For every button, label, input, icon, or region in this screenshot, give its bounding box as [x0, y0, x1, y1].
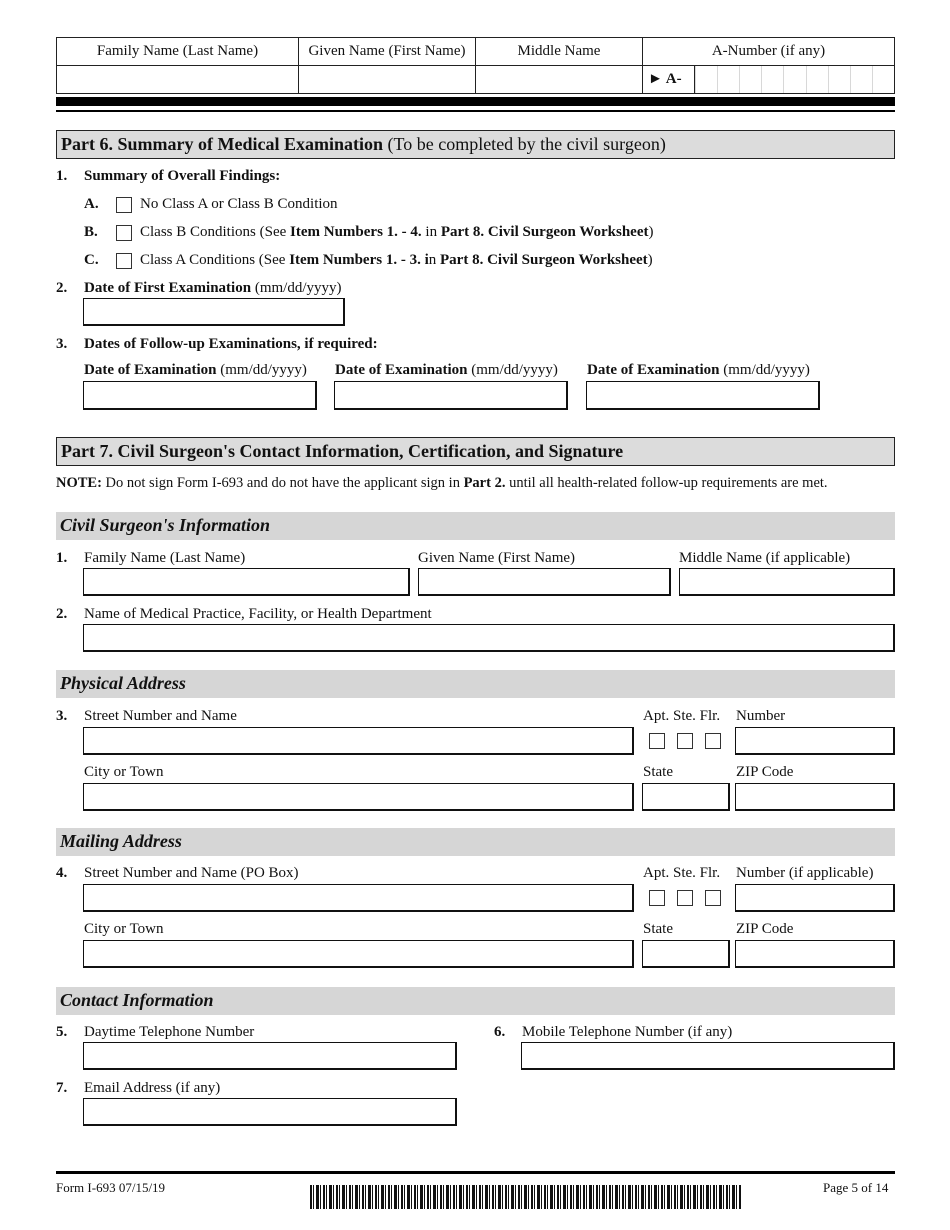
mailing-state-label: State: [643, 921, 673, 937]
mailing-zip-field[interactable]: [735, 940, 895, 968]
surgeon-first-name-field[interactable]: [418, 568, 671, 596]
header-middle-name: Middle Name: [476, 38, 643, 66]
part6-subtitle: (To be completed by the civil surgeon): [382, 134, 666, 154]
no-class-a-b-label: No Class A or Class B Condition: [140, 196, 338, 212]
item-number: 3.: [56, 336, 68, 352]
mobile-phone-label: Mobile Telephone Number (if any): [522, 1024, 733, 1040]
mailing-zip-label: ZIP Code: [736, 921, 794, 937]
item-number: 5.: [56, 1024, 68, 1040]
item-number: 1.: [56, 168, 68, 184]
surgeon-middle-name-label: Middle Name (if applicable): [679, 550, 851, 566]
followup-date-label-3: Date of Examination (mm/dd/yyyy): [587, 362, 810, 378]
email-label: Email Address (if any): [84, 1080, 221, 1096]
physical-zip-label: ZIP Code: [736, 764, 794, 780]
surgeon-first-name-label: Given Name (First Name): [418, 550, 576, 566]
surgeon-last-name-field[interactable]: [83, 568, 410, 596]
physical-number-field[interactable]: [735, 727, 895, 755]
medical-practice-field[interactable]: [83, 624, 895, 652]
mailing-flr-checkbox[interactable]: [705, 890, 721, 906]
civil-surgeon-info-section: Civil Surgeon's Information: [56, 512, 895, 540]
first-exam-date-field[interactable]: [83, 298, 345, 326]
applicant-middle-name-field[interactable]: [476, 66, 643, 94]
medical-practice-label: Name of Medical Practice, Facility, or Health Department: [84, 606, 432, 622]
class-a-label: Class A Conditions (See Item Numbers 1. - 3. in Part 8. Civil Surgeon Worksheet): [140, 252, 653, 268]
physical-city-field[interactable]: [83, 783, 634, 811]
physical-ste-checkbox[interactable]: [677, 733, 693, 749]
part6-header: [56, 130, 895, 159]
mailing-ste-checkbox[interactable]: [677, 890, 693, 906]
physical-zip-field[interactable]: [735, 783, 895, 811]
mailing-number-label: Number (if applicable): [736, 865, 874, 881]
applicant-a-number-field[interactable]: [643, 66, 895, 94]
followup-exams-label: Dates of Follow-up Examinations, if required:: [84, 336, 378, 352]
physical-city-label: City or Town: [84, 764, 164, 780]
physical-street-field[interactable]: [83, 727, 634, 755]
physical-flr-checkbox[interactable]: [705, 733, 721, 749]
footer-rule: [56, 1171, 895, 1174]
option-letter: A.: [84, 196, 99, 212]
daytime-phone-field[interactable]: [83, 1042, 457, 1070]
physical-street-label: Street Number and Name: [84, 708, 237, 724]
followup-date-field-1[interactable]: [83, 381, 317, 410]
item-number: 3.: [56, 708, 68, 724]
overall-findings-label: Summary of Overall Findings:: [84, 168, 281, 184]
applicant-header-table: [56, 37, 895, 94]
form-id: Form I-693 07/15/19: [56, 1180, 166, 1195]
physical-state-label: State: [643, 764, 673, 780]
followup-date-label-1: Date of Examination (mm/dd/yyyy): [84, 362, 307, 378]
followup-date-label-2: Date of Examination (mm/dd/yyyy): [335, 362, 558, 378]
physical-state-field[interactable]: [642, 783, 730, 811]
signature-note: NOTE: Do not sign Form I-693 and do not have the applicant sign in Part 2. until all health-related follow-up requirements are met.: [56, 475, 828, 491]
header-first-name: Given Name (First Name): [299, 38, 476, 66]
mailing-state-field[interactable]: [642, 940, 730, 968]
item-number: 2.: [56, 280, 68, 296]
physical-apt-label: Apt. Ste. Flr.: [643, 708, 721, 724]
mailing-street-label: Street Number and Name (PO Box): [84, 865, 299, 881]
class-b-checkbox[interactable]: [116, 225, 132, 241]
followup-date-field-3[interactable]: [586, 381, 820, 410]
mobile-phone-field[interactable]: [521, 1042, 895, 1070]
physical-address-section: Physical Address: [56, 670, 895, 698]
barcode: [310, 1185, 742, 1209]
surgeon-middle-name-field[interactable]: [679, 568, 895, 596]
mailing-apt-label: Apt. Ste. Flr.: [643, 865, 721, 881]
surgeon-last-name-label: Family Name (Last Name): [84, 550, 246, 566]
a-number-prefix: ► A-: [643, 66, 695, 93]
header-a-number: A-Number (if any): [643, 38, 895, 66]
contact-info-section: Contact Information: [56, 987, 895, 1015]
header-divider-thin: [56, 110, 895, 112]
page-number: Page 5 of 14: [823, 1180, 889, 1195]
mailing-city-field[interactable]: [83, 940, 634, 968]
applicant-last-name-field[interactable]: [57, 66, 299, 94]
a-number-digit-cells[interactable]: [695, 66, 894, 93]
option-letter: C.: [84, 252, 99, 268]
mailing-street-field[interactable]: [83, 884, 634, 912]
header-divider-thick: [56, 97, 895, 106]
class-a-checkbox[interactable]: [116, 253, 132, 269]
email-field[interactable]: [83, 1098, 457, 1126]
part7-header: Part 7. Civil Surgeon's Contact Information, Certification, and Signature: [56, 437, 895, 466]
physical-number-label: Number: [736, 708, 786, 724]
item-number: 2.: [56, 606, 68, 622]
mailing-apt-checkbox[interactable]: [649, 890, 665, 906]
item-number: 4.: [56, 865, 68, 881]
first-exam-date-label: Date of First Examination (mm/dd/yyyy): [84, 280, 342, 296]
item-number: 1.: [56, 550, 68, 566]
applicant-first-name-field[interactable]: [299, 66, 476, 94]
daytime-phone-label: Daytime Telephone Number: [84, 1024, 255, 1040]
item-number: 7.: [56, 1080, 68, 1096]
physical-apt-checkbox[interactable]: [649, 733, 665, 749]
item-number: 6.: [494, 1024, 506, 1040]
no-class-a-b-checkbox[interactable]: [116, 197, 132, 213]
part6-title: Part 6. Summary of Medical Examination: [61, 134, 383, 154]
class-b-label: Class B Conditions (See Item Numbers 1. - 4. in Part 8. Civil Surgeon Worksheet): [140, 224, 654, 240]
header-last-name: Family Name (Last Name): [57, 38, 299, 66]
mailing-address-section: Mailing Address: [56, 828, 895, 856]
mailing-city-label: City or Town: [84, 921, 164, 937]
followup-date-field-2[interactable]: [334, 381, 568, 410]
mailing-number-field[interactable]: [735, 884, 895, 912]
option-letter: B.: [84, 224, 98, 240]
